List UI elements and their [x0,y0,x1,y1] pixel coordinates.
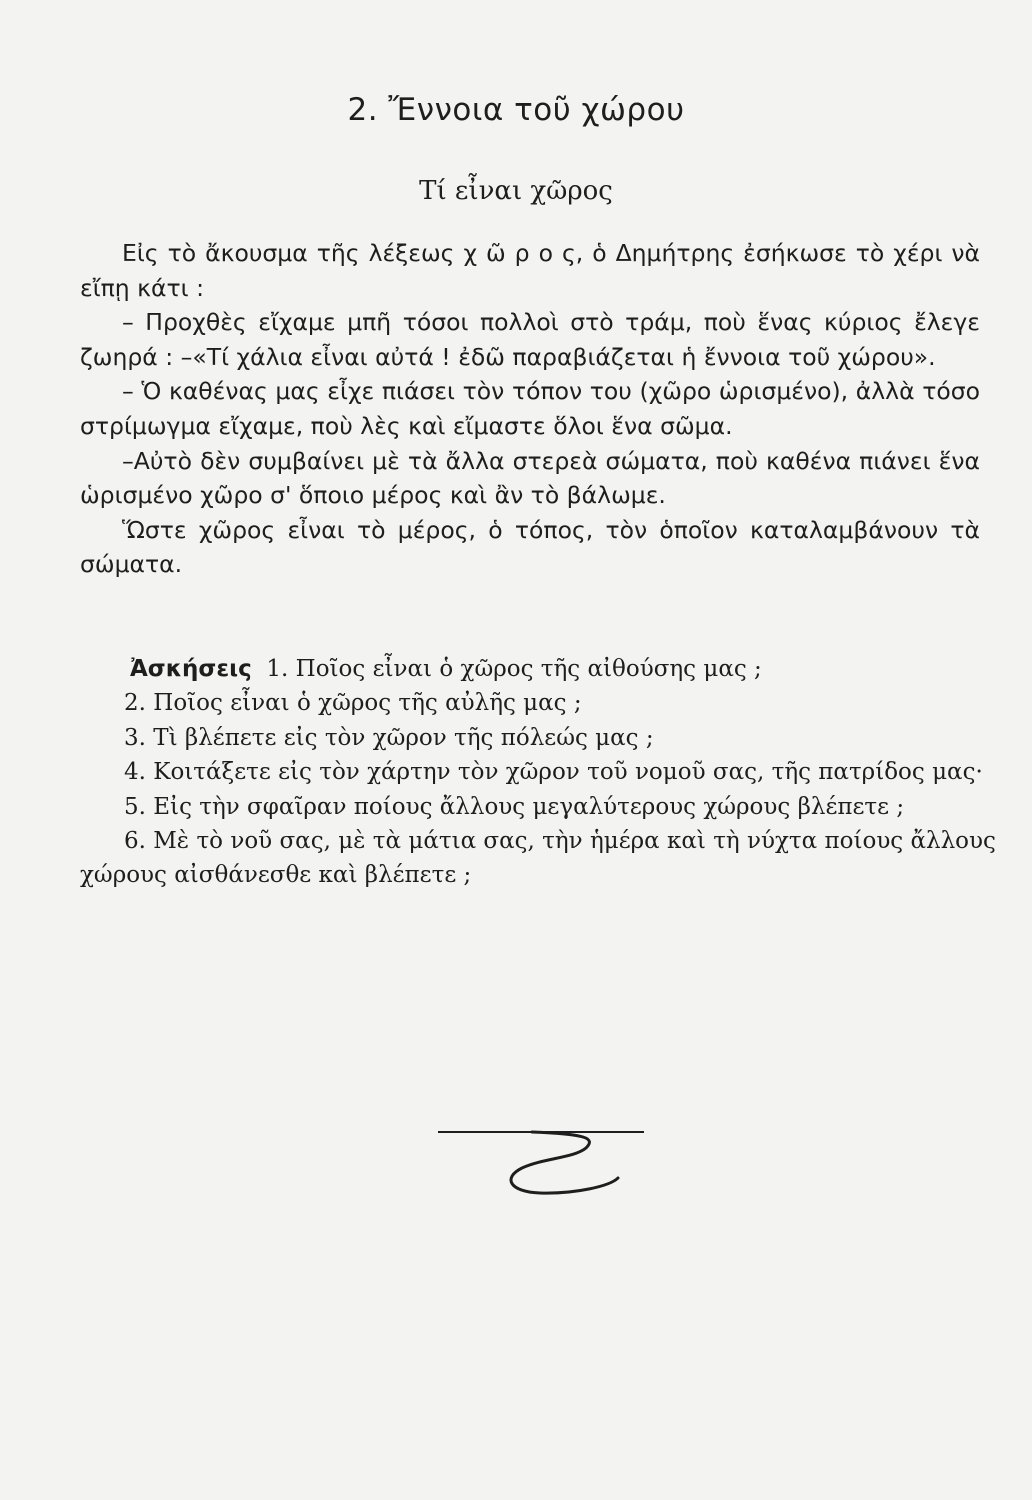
exercises-section [80,652,1000,893]
exercise-item: 4. Κοιτάξετε εἰς τὸν χάρτην τὸν χῶρον τοῦ νομοῦ σας, τῆς πατρίδος μας· [124,759,983,786]
paragraph: – Ὁ καθένας μας εἶχε πιάσει τὸν τόπον του (χῶρο ὡρισμένο), ἀλλὰ τόσο στρίμωγμα εἴχαμε, ποὺ λὲς καὶ εἴμαστε ὅλοι ἕνα σῶμα. [80,377,980,440]
page-title: 2. Ἔννοια τοῦ χώρου [347,92,685,128]
section-subtitle: Τί εἶναι χῶρος [419,176,613,206]
exercise-item: 3. Τὶ βλέπετε εἰς τὸν χῶρον τῆς πόλεώς μας ; [124,724,654,751]
paragraph: Ὥστε χῶρος εἶναι τὸ μέρος, ὁ τόπος, τὸν ὁποῖον καταλαμβάνουν τὰ σώματα. [80,515,980,579]
exercise-item: 6. Μὲ τὸ νοῦ σας, μὲ τὰ μάτια σας, τὴν ἡμέρα καὶ τὴ νύχτα ποίους ἄλλους [124,828,996,855]
exercise-item: 5. Εἰς τὴν σφαῖραν ποίους ἄλλους μεγαλύτερους χώρους βλέπετε ; [124,793,905,820]
paragraph: – Προχθὲς εἴχαμε μπῆ τόσοι πολλοὶ στὸ τράμ, ποὺ ἕνας κύριος ἔλεγε ζωηρά : –«Τί χάλια εἶναι αὐτά ! ἐδῶ παραβιάζεται ἡ ἔννοια τοῦ χώρου». [80,308,980,371]
exercise-item: 2. Ποῖος εἶναι ὁ χῶρος τῆς αὐλῆς μας ; [124,690,582,717]
exercise-item [80,652,1000,686]
paragraph: Εἰς τὸ ἄκουσμα τῆς λέξεως χ ῶ ρ ο ς, ὁ Δημήτρης ἐσήκωσε τὸ χέρι νὰ εἴπῃ κάτι : [80,239,980,302]
paragraph: –Αὐτὸ δὲν συμβαίνει μὲ τὰ ἄλλα στερεὰ σώματα, ποὺ καθένα πιάνει ἕνα ὡρισμένο χῶρο σ' ὅποιο μέρος καὶ ἂν τὸ βάλωμε. [80,446,980,510]
exercises-label: Ἀσκήσεις [130,656,252,682]
exercise-continuation: χώρους αἰσθάνεσθε καὶ βλέπετε ; [80,862,472,889]
body-text [80,236,980,582]
exercise-text: 1. Ποῖος εἶναι ὁ χῶρος τῆς αἰθούσης μας ; [266,656,762,682]
ornament-flourish-icon [436,1118,646,1198]
